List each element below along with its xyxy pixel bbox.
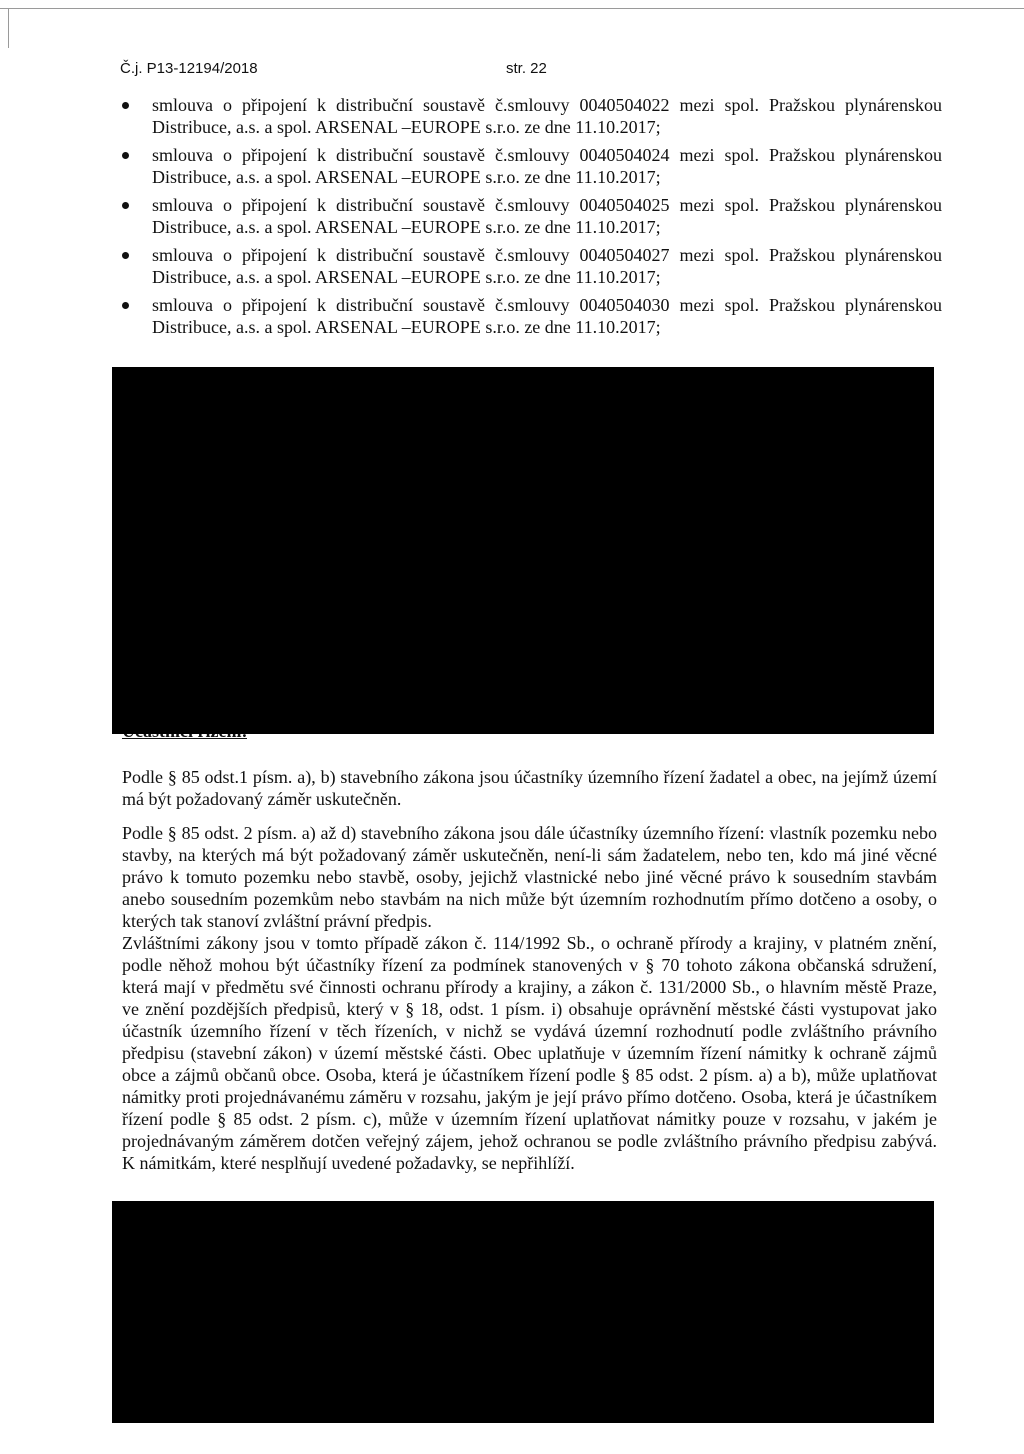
- contract-list: [152, 94, 942, 344]
- contract-text: smlouva o připojení k distribuční soustavě č.smlouvy 0040504024 mezi spol. Pražskou plynárenskou Distribuce, a.s. a spol. ARSENAL –EUROPE s.r.o. ze dne 11.10.2017;: [152, 145, 942, 187]
- paragraph: Podle § 85 odst.1 písm. a), b) stavebního zákona jsou účastníky územního řízení žadatel a obec, na jejímž území má být požadovaný záměr uskutečněn.: [122, 767, 937, 809]
- list-item: [152, 94, 942, 138]
- case-number: Č.j. P13-12194/2018: [120, 60, 258, 77]
- scan-edge-mark: [8, 8, 9, 48]
- bullet-icon: [122, 252, 129, 259]
- page-header: [120, 60, 920, 82]
- list-item: [152, 194, 942, 238]
- bullet-icon: [122, 202, 129, 209]
- list-item: [152, 144, 942, 188]
- paragraph: Podle § 85 odst. 2 písm. a) až d) stavebního zákona jsou dále účastníky územního řízení: vlastník pozemku nebo stavby, na kterých má být požadovaný záměr uskutečněn, není-li sám žadatelem, nebo ten, kdo má jiné věcné právo k tomuto pozemku nebo stavbě, osoby, jejichž vlastnické nebo jiné věcné právo k sousedním stavbám anebo sousedním pozemkům nebo stavbám na nich může být územním rozhodnutím přímo dotčeno a osoby, o kterých tak stanoví zvláštní právní předpis.: [122, 823, 937, 931]
- redaction-block: [112, 367, 934, 734]
- list-item: [152, 294, 942, 338]
- contract-text: smlouva o připojení k distribuční soustavě č.smlouvy 0040504025 mezi spol. Pražskou plynárenskou Distribuce, a.s. a spol. ARSENAL –EUROPE s.r.o. ze dne 11.10.2017;: [152, 195, 942, 237]
- scan-edge-line: [0, 8, 1024, 9]
- contract-text: smlouva o připojení k distribuční soustavě č.smlouvy 0040504022 mezi spol. Pražskou plynárenskou Distribuce, a.s. a spol. ARSENAL –EUROPE s.r.o. ze dne 11.10.2017;: [152, 95, 942, 137]
- bullet-icon: [122, 102, 129, 109]
- bullet-icon: [122, 152, 129, 159]
- list-item: [152, 244, 942, 288]
- contract-text: smlouva o připojení k distribuční soustavě č.smlouvy 0040504027 mezi spol. Pražskou plynárenskou Distribuce, a.s. a spol. ARSENAL –EUROPE s.r.o. ze dne 11.10.2017;: [152, 245, 942, 287]
- contract-text: smlouva o připojení k distribuční soustavě č.smlouvy 0040504030 mezi spol. Pražskou plynárenskou Distribuce, a.s. a spol. ARSENAL –EUROPE s.r.o. ze dne 11.10.2017;: [152, 295, 942, 337]
- bullet-icon: [122, 302, 129, 309]
- document-body: [122, 766, 937, 1186]
- redaction-block: [112, 1201, 934, 1423]
- page-number: str. 22: [506, 60, 547, 77]
- paragraph: Zvláštními zákony jsou v tomto případě zákon č. 114/1992 Sb., o ochraně přírody a krajiny, v platném znění, podle něhož mohou být účastníky řízení za podmínek stanovených v § 70 tohoto zákona občanská sdružení, která mají v předmětu své činnosti ochranu přírody a krajiny, a zákon č. 131/2000 Sb., o hlavním městě Praze, ve znění pozdějších předpisů, který v § 18, odst. 1 písm. i) obsahuje oprávnění městské části vystupovat jako účastník územního řízení v těch řízeních, v nichž se vydává územní rozhodnutí podle zvláštního právního předpisu (stavební zákon) v území městské části. Obec uplatňuje v územním řízení námitky k ochraně zájmů obce a zájmů občanů obce. Osoba, která je účastníkem řízení podle § 85 odst. 2 písm. a) a b), může uplatňovat námitky proti projednávanému záměru v rozsahu, jakým je její právo přímo dotčeno. Osoba, která je účastníkem řízení podle § 85 odst. 2 písm. c), může v územním řízení uplatňovat námitky pouze v rozsahu, v jakém je projednávaným záměrem dotčen veřejný zájem, jehož ochranou se podle zvláštního právního předpisu zabývá. K námitkám, které nesplňují uvedené požadavky, se nepřihlíží.: [122, 933, 937, 1173]
